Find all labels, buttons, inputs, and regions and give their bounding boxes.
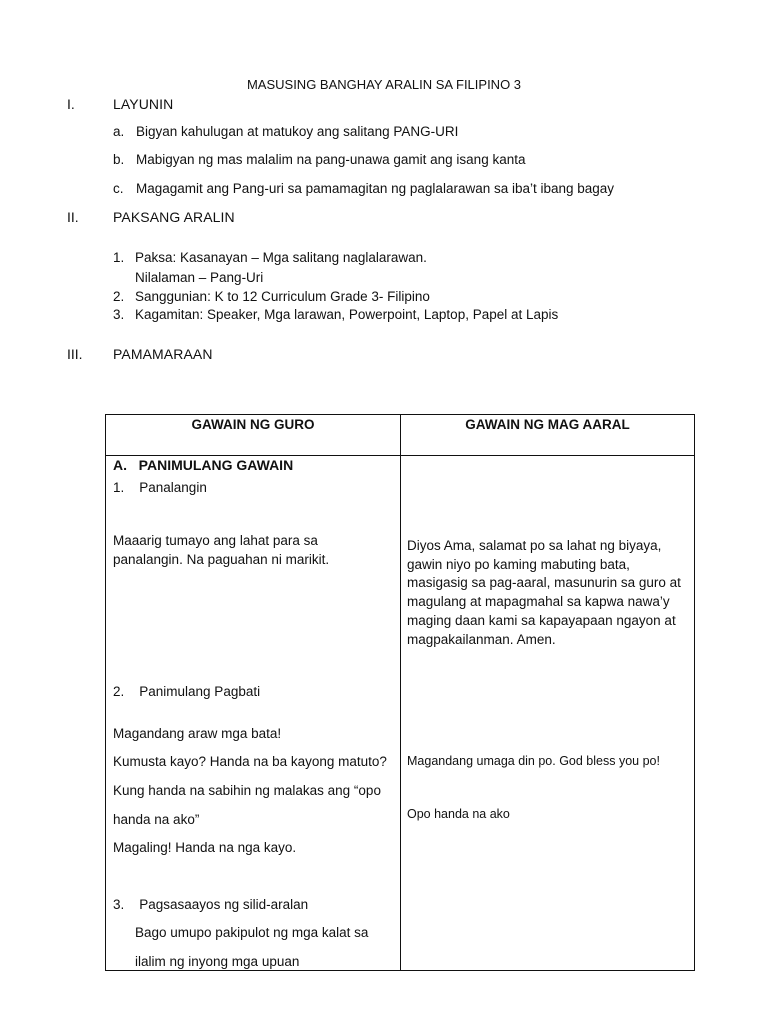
arrange-line: ilalim ng inyong mga upuan [135, 954, 300, 969]
header-student: GAWAIN NG MAG AARAL [465, 417, 630, 432]
list-marker: 2. [113, 289, 125, 304]
section-a-title: A. PANIMULANG GAWAIN [113, 457, 294, 473]
subject-subtext: Nilalaman – Pang-Uri [135, 270, 264, 285]
objective-item [113, 124, 458, 139]
objective-item [113, 152, 525, 167]
objective-text: Bigyan kahulugan at matukoy ang salitang PANG-URI [136, 124, 459, 139]
student-greeting-reply: Magandang umaga din po. God bless you po! [407, 754, 660, 768]
list-marker: c. [113, 181, 124, 196]
greeting-line: Kumusta kayo? Handa na ba kayong matuto? [113, 754, 387, 769]
arrange-line: Bago umupo pakipulot ng mga kalat sa [135, 925, 369, 940]
greeting-line: Kung handa na sabihin ng malakas ang “opo [113, 783, 381, 798]
student-ready-reply: Opo handa na ako [407, 807, 510, 821]
greeting-line: handa na ako” [113, 812, 200, 827]
step-pagsasaayos: 3. Pagsasaayos ng silid-aralan [113, 897, 309, 912]
prayer-instruction-line: Maaarig tumayo ang lahat para sa [113, 533, 318, 548]
objective-text: Magagamit ang Pang-uri sa pamamagitan ng paglalarawan sa iba’t ibang bagay [136, 181, 615, 196]
greeting-line: Magandang araw mga bata! [113, 726, 282, 741]
student-prayer-line: magpakailanman. Amen. [407, 632, 556, 647]
objective-item [113, 181, 614, 196]
subject-item [113, 289, 430, 304]
list-marker: 1. [113, 250, 125, 265]
procedure-table [105, 414, 695, 971]
prayer-instruction-line: panalangin. Na paguahan ni marikit. [113, 552, 330, 567]
section-number: III. [67, 346, 83, 362]
student-prayer-line: magulang at mapagmahal sa kapwa nawa’y [407, 594, 670, 609]
student-prayer-line: gawin niyo po kaming mabuting bata, [407, 557, 630, 572]
column-divider [400, 415, 401, 970]
subject-item [113, 250, 427, 265]
subject-text: Kagamitan: Speaker, Mga larawan, Powerpoint, Laptop, Papel at Lapis [135, 307, 559, 322]
document-title: MASUSING BANGHAY ARALIN SA FILIPINO 3 [246, 77, 522, 92]
list-marker: a. [113, 124, 125, 139]
student-prayer-line: Diyos Ama, salamat po sa lahat ng biyaya, [407, 538, 662, 553]
student-prayer-line: maging daan kami sa kapayapaan ngayon at [407, 613, 676, 628]
list-marker: b. [113, 152, 125, 167]
step-pagbati: 2. Panimulang Pagbati [113, 684, 261, 699]
subject-text: Sanggunian: K to 12 Curriculum Grade 3- Filipino [135, 289, 430, 304]
list-marker: 3. [113, 307, 125, 322]
objective-text: Mabigyan ng mas malalim na pang-unawa gamit ang isang kanta [136, 152, 526, 167]
step-panalangin: 1. Panalangin [113, 480, 207, 495]
section-number: II. [67, 209, 79, 225]
header-teacher: GAWAIN NG GURO [191, 417, 315, 432]
subject-text: Paksa: Kasanayan – Mga salitang naglalarawan. [135, 250, 427, 265]
section-title-paksang-aralin: PAKSANG ARALIN [113, 209, 235, 225]
section-title-layunin: LAYUNIN [113, 96, 174, 112]
section-number: I. [67, 96, 75, 112]
student-prayer-line: masigasig sa pag-aaral, masunurin sa guro at [407, 575, 681, 590]
greeting-line: Magaling! Handa na nga kayo. [113, 840, 297, 855]
section-title-pamamaraan: PAMAMARAAN [113, 346, 213, 362]
subject-item [113, 307, 558, 322]
